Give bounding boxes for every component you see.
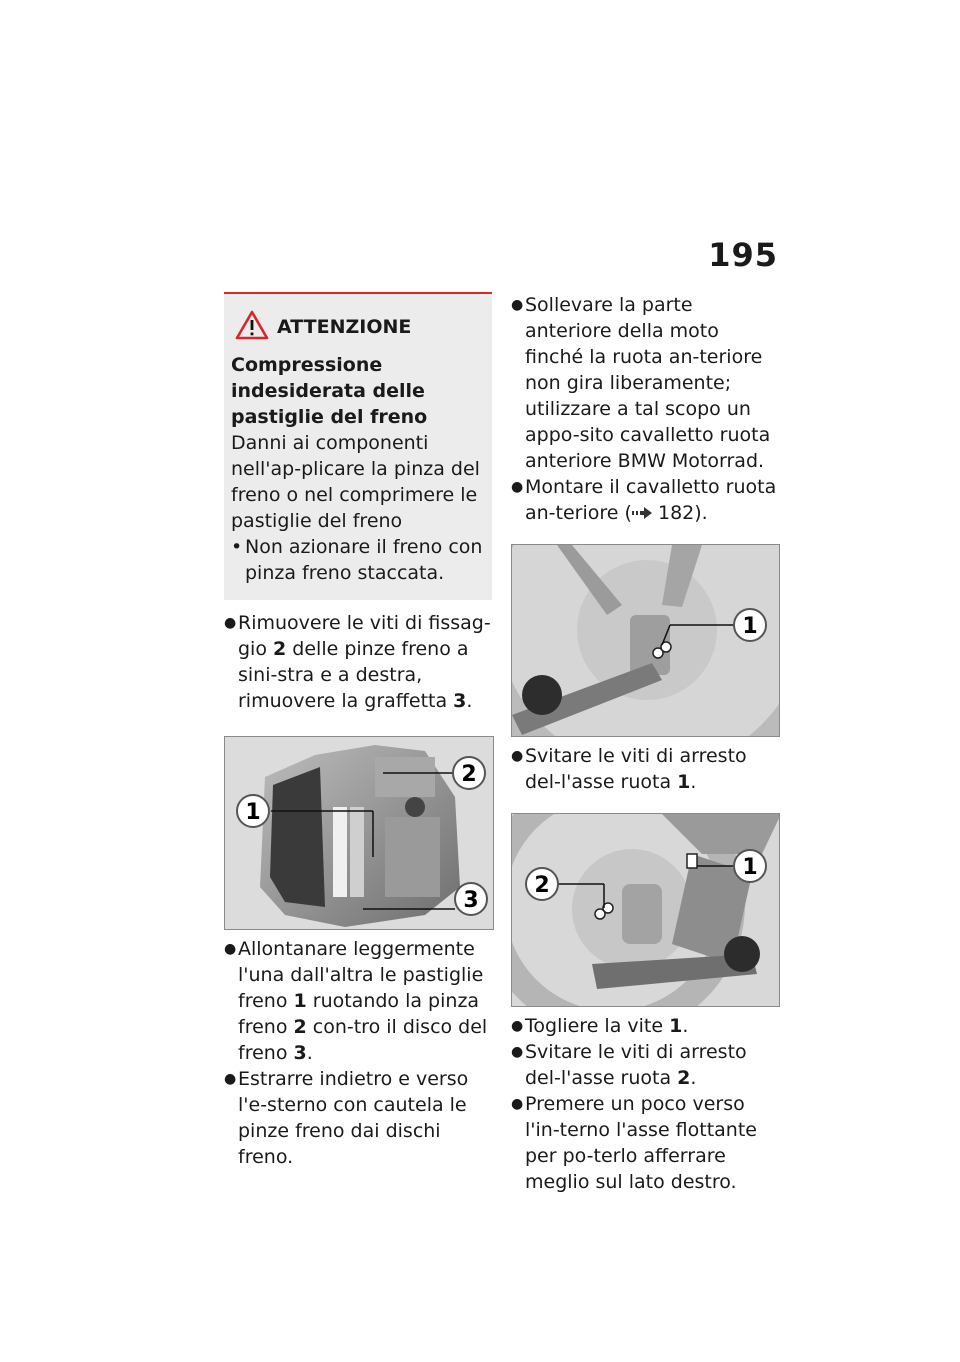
- bullet-icon: ●: [511, 297, 524, 313]
- step-item: [224, 1066, 492, 1170]
- step-item: [224, 936, 492, 1066]
- callout-1: [734, 609, 766, 641]
- step-item: [511, 292, 779, 474]
- page-number: 195: [708, 236, 778, 274]
- svg-text:1: 1: [245, 800, 261, 825]
- step-text: Togliere la vite 1.: [525, 1015, 689, 1037]
- callout-1: [734, 850, 766, 882]
- bullet-icon: ●: [224, 941, 237, 957]
- bullet-icon: ●: [511, 1096, 524, 1112]
- left-column: [224, 292, 492, 1170]
- callout-2: [453, 757, 485, 789]
- step-text: Rimuovere le viti di fissag-gio 2 delle pinze freno a sini-stra e a destra, rimuovere la graffetta 3.: [238, 612, 491, 712]
- bullet-icon: •: [231, 536, 243, 558]
- callout-1: [237, 795, 269, 827]
- bullet-icon: ●: [224, 1071, 237, 1087]
- bullet-icon: ●: [511, 1044, 524, 1060]
- bullet-icon: ●: [511, 1018, 524, 1034]
- right-column: [511, 292, 779, 1195]
- warning-box: [224, 292, 492, 600]
- svg-text:1: 1: [742, 614, 758, 639]
- step-item: [511, 1091, 779, 1195]
- svg-text:3: 3: [463, 888, 479, 913]
- warning-body: Danni ai componenti nell'ap-plicare la pinza del freno o nel comprimere le pastiglie del freno: [231, 432, 480, 532]
- bullet-icon: ●: [224, 615, 237, 631]
- step-text: Svitare le viti di arresto del-l'asse ruota 1.: [525, 745, 747, 793]
- page-reference[interactable]: 182: [657, 502, 695, 524]
- axle-right-figure: [511, 544, 780, 737]
- axle-left-figure: [511, 813, 780, 1007]
- bullet-icon: ●: [511, 748, 524, 764]
- warning-triangle-icon: [235, 310, 269, 344]
- warning-item-text: Non azionare il freno con pinza freno staccata.: [245, 536, 483, 584]
- step-item: [511, 1013, 779, 1039]
- bullet-icon: ●: [511, 479, 524, 495]
- step-item: [511, 743, 779, 795]
- step-text: Allontanare leggermente l'una dall'altra le pastiglie freno 1 ruotando la pinza freno 2 con-tro il disco del freno 3.: [238, 938, 488, 1064]
- arrow-reference-icon: [632, 502, 652, 524]
- step-text: Estrarre indietro e verso l'e-sterno con cautela le pinze freno dai dischi freno.: [238, 1068, 469, 1168]
- callout-3: [455, 883, 487, 915]
- step-text: Montare il cavalletto ruota an-teriore ( 182).: [525, 476, 777, 524]
- callout-2: [526, 868, 558, 900]
- step-item: [511, 1039, 779, 1091]
- warning-header: [235, 310, 486, 344]
- warning-title: ATTENZIONE: [277, 316, 412, 338]
- svg-text:2: 2: [534, 873, 550, 898]
- svg-text:2: 2: [461, 762, 477, 787]
- step-item: [224, 610, 492, 714]
- step-text: Premere un poco verso l'in-terno l'asse flottante per po-terlo afferrare meglio sul lato destro.: [525, 1093, 757, 1193]
- warning-subtitle: Compressione indesiderata delle pastiglie del freno: [231, 354, 428, 428]
- caliper-figure: [224, 736, 494, 930]
- step-item: [511, 474, 779, 526]
- warning-item: [231, 534, 486, 586]
- svg-text:1: 1: [742, 855, 758, 880]
- step-text: Svitare le viti di arresto del-l'asse ruota 2.: [525, 1041, 747, 1089]
- step-text: Sollevare la parte anteriore della moto finché la ruota an-teriore non gira liberamente; utilizzare a tal scopo un appo-sito cavalletto ruota anteriore BMW Motorrad.: [525, 294, 771, 472]
